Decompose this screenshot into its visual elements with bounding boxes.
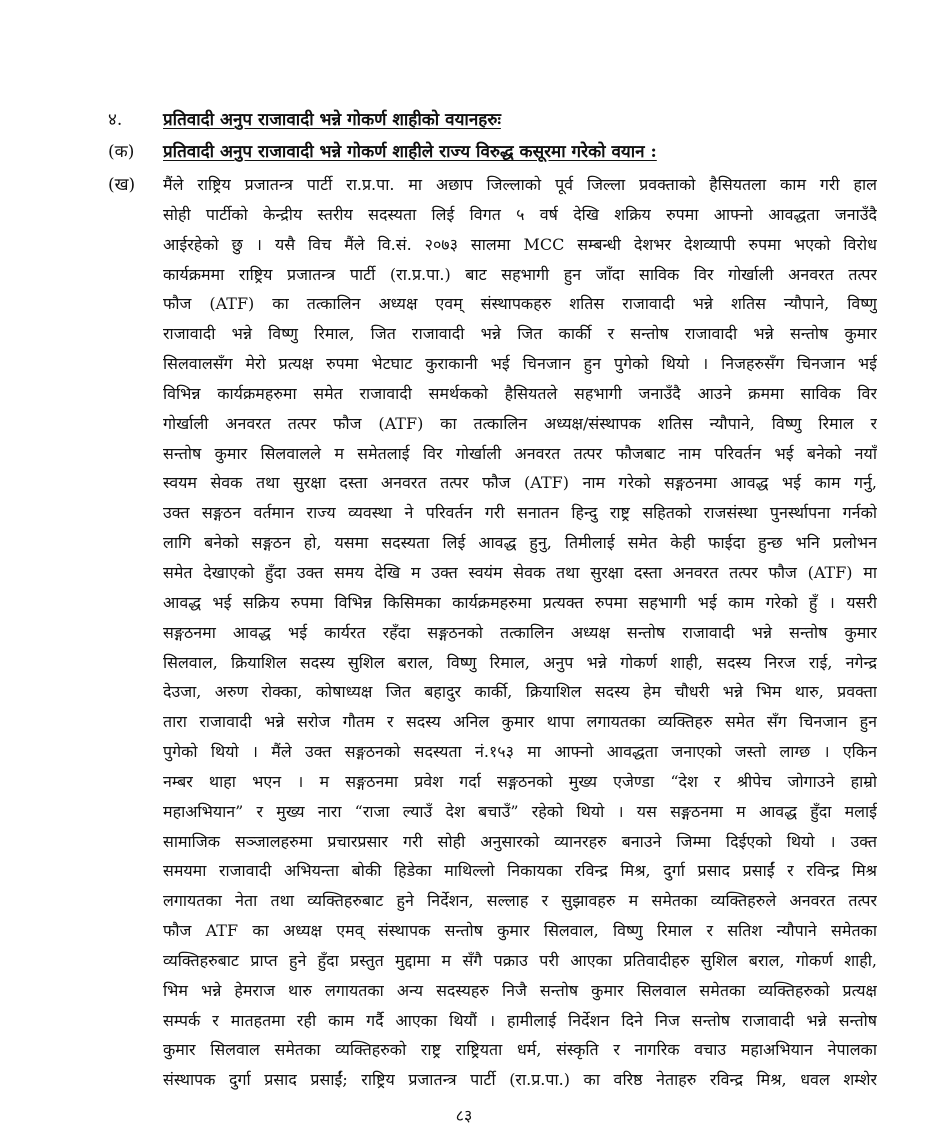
paragraph-line: राजावादी भन्ने विष्णु रिमाल, जित राजावादी भन्ने जित कार्की र सन्तोष राजावादी भन्ने सन्तोष कुमार: [163, 324, 877, 344]
paragraph-line: विभिन्न कार्यक्रमहरुमा समेत राजावादी समर्थकको हैसियतले सहभागी जनाउँदै आउने क्रममा साविक विर: [163, 383, 877, 403]
paragraph-line: महाअभियान” र मुख्य नारा “राजा ल्याउँ देश बचाउँ” रहेको थियो । यस सङ्गठनमा म आवद्ध हुँदा मलाई: [163, 801, 877, 821]
paragraph-line: फौज (ATF) का तत्कालिन अध्यक्ष एवम् संस्थापकहरु शतिस राजावादी भन्ने शतिस न्यौपाने, विष्णु: [163, 294, 877, 314]
paragraph-line: सोही पार्टीको केन्द्रीय स्तरीय सदस्यता लिई विगत ५ वर्ष देखि शक्रिय रुपमा आफ्नो आवद्धता जनाउँदै: [163, 204, 877, 224]
paragraph-line: नम्बर थाहा भएन । म सङ्गठनमा प्रवेश गर्दा सङ्गठनको मुख्य एजेण्डा “देश र श्रीपेच जोगाउने हाम्रो: [163, 771, 877, 791]
paragraph-line: सिलवाल, क्रियाशिल सदस्य सुशिल बराल, विष्णु रिमाल, अनुप भन्ने गोकर्ण शाही, सदस्य निरज राई, नगेन्द्र: [163, 652, 877, 672]
paragraph-line: फौज ATF का अध्यक्ष एमव् संस्थापक सन्तोष कुमार सिलवाल, विष्णु रिमाल र सतिश न्यौपाने समेतका: [163, 921, 877, 941]
page-number: ८३: [455, 1106, 473, 1125]
paragraph-line: आईरहेको छु । यसै विच मैंले वि.सं. २०७३ सालमा MCC सम्बन्धी देशभर देशव्यापी रुपमा भएको विरोध: [163, 234, 877, 254]
paragraph-line: तारा राजावादी भन्ने सरोज गौतम र सदस्य अनिल कुमार थापा लगायतका व्यक्तिहरु समेत सँग चिनजान हुन: [163, 712, 877, 732]
statement-paragraph: [163, 170, 877, 1095]
paragraph-line: समेत देखाएको हुँदा उक्त समय देखि म उक्त स्वयंम सेवक तथा सुरक्षा दस्ता अनवरत तत्पर फौज (ATF) मा: [163, 562, 877, 582]
section-number: ४.: [108, 110, 123, 130]
subsection-ka-marker: (क): [108, 142, 135, 162]
paragraph-line: पुगेको थियो । मैंले उक्त सङ्गठनको सदस्यता नं.१५३ मा आफ्नो आवद्धता जनाएको जस्तो लाग्छ । एकिन: [163, 742, 877, 762]
paragraph-line: उक्त सङ्गठन वर्तमान राज्य व्यवस्था ने परिवर्तन गरी सनातन हिन्दु राष्ट्र सहितको राजसंस्था पुनर्स्थापना गर्नको: [163, 503, 877, 523]
paragraph-line: आवद्ध भई सक्रिय रुपमा विभिन्न किसिमका कार्यक्रमहरुमा प्रत्यक्त रुपमा सहभागी भई काम गरेको हुँ । यसरी: [163, 592, 877, 612]
paragraph-line: व्यक्तिहरुबाट प्राप्त हुने हुँदा प्रस्तुत मुद्दामा म सँगै पक्राउ परी आएका प्रतिवादीहरु सुशिल बराल, गोकर्ण शाही,: [163, 950, 877, 970]
paragraph-line: कुमार सिलवाल समेतका व्यक्तिहरुको राष्ट्र राष्ट्रियता धर्म, संस्कृति र नागरिक वचाउ महाअभियान नेपालका: [163, 1040, 877, 1060]
paragraph-line: लगायतका नेता तथा व्यक्तिहरुबाट हुने निर्देशन, सल्लाह र सुझावहरु म समेतका व्यक्तिहरुले अनवरत तत्पर: [163, 891, 877, 911]
paragraph-line: देउजा, अरुण रोक्का, कोषाध्यक्ष जित बहादुर कार्की, क्रियाशिल सदस्य हेम चौधरी भन्ने भिम थारु, प्रवक्ता: [163, 682, 877, 702]
paragraph-line: संस्थापक दुर्गा प्रसाद प्रसाईं; राष्ट्रिय प्रजातन्त्र पार्टी (रा.प्र.पा.) का वरिष्ठ नेताहरु रविन्द्र मिश्र, धवल शम्शेर: [163, 1070, 877, 1090]
section-title: प्रतिवादी अनुप राजावादी भन्ने गोकर्ण शाहीको वयानहरुः: [163, 110, 501, 130]
paragraph-line: सिलवालसँग मेरो प्रत्यक्ष रुपमा भेटघाट कुराकानी भई चिनजान हुन पुगेको थियो । निजहरुसँग चिनजान भई: [163, 354, 877, 374]
subsection-kha-marker: (ख): [108, 175, 136, 195]
paragraph-line: स्वयम सेवक तथा सुरक्षा दस्ता अनवरत तत्पर फौज (ATF) नाम गरेको सङ्गठनमा आवद्ध भई काम गर्नु,: [163, 473, 877, 493]
paragraph-line: सामाजिक सञ्जालहरुमा प्रचारप्रसार गरी सोही अनुसारको व्यानरहरु बनाउने जिम्मा दिईएको थियो । उक्त: [163, 831, 877, 851]
paragraph-line: समयमा राजावादी अभियन्ता बोकी हिडेका माथिल्लो निकायका रविन्द्र मिश्र, दुर्गा प्रसाद प्रसाईं र रविन्द्र मिश्र: [163, 861, 877, 881]
paragraph-line: सन्तोष कुमार सिलवालले म समेतलाई विर गोर्खाली अनवरत तत्पर फौजबाट नाम परिवर्तन भई बनेको नयाँ: [163, 443, 877, 463]
paragraph-line: गोर्खाली अनवरत तत्पर फौज (ATF) का तत्कालिन अध्यक्ष/संस्थापक शतिस न्यौपाने, विष्णु रिमाल र: [163, 413, 877, 433]
paragraph-line: सम्पर्क र मातहतमा रही काम गर्दै आएका थियौं । हामीलाई निर्देशन दिने निज सन्तोष राजावादी भन्ने सन्तोष: [163, 1010, 877, 1030]
paragraph-line: कार्यक्रममा राष्ट्रिय प्रजातन्त्र पार्टी (रा.प्र.पा.) बाट सहभागी हुन जाँदा साविक विर गोर्खाली अनवरत तत्पर: [163, 264, 877, 284]
paragraph-line: लागि बनेको सङ्गठन हो, यसमा सदस्यता लिई आवद्ध हुनु, तिमीलाई समेत केही फाईदा हुन्छ भनि प्रलोभन: [163, 533, 877, 553]
subsection-ka-title: प्रतिवादी अनुप राजावादी भन्ने गोकर्ण शाहीले राज्य विरुद्ध कसूरमा गरेको वयान :: [163, 142, 657, 162]
paragraph-line: सङ्गठनमा आवद्ध भई कार्यरत रहँदा सङ्गठनको तत्कालिन अध्यक्ष सन्तोष राजावादी भन्ने सन्तोष कुमार: [163, 622, 877, 642]
paragraph-line: भिम भन्ने हेमराज थारु लगायतका अन्य सदस्यहरु निजै सन्तोष कुमार सिलवाल समेतका व्यक्तिहरुको प्रत्यक्ष: [163, 980, 877, 1000]
paragraph-line: मैंले राष्ट्रिय प्रजातन्त्र पार्टी रा.प्र.पा. मा अछाप जिल्लाको पूर्व जिल्ला प्रवक्ताको हैसियतला काम गरी हाल: [163, 175, 877, 194]
